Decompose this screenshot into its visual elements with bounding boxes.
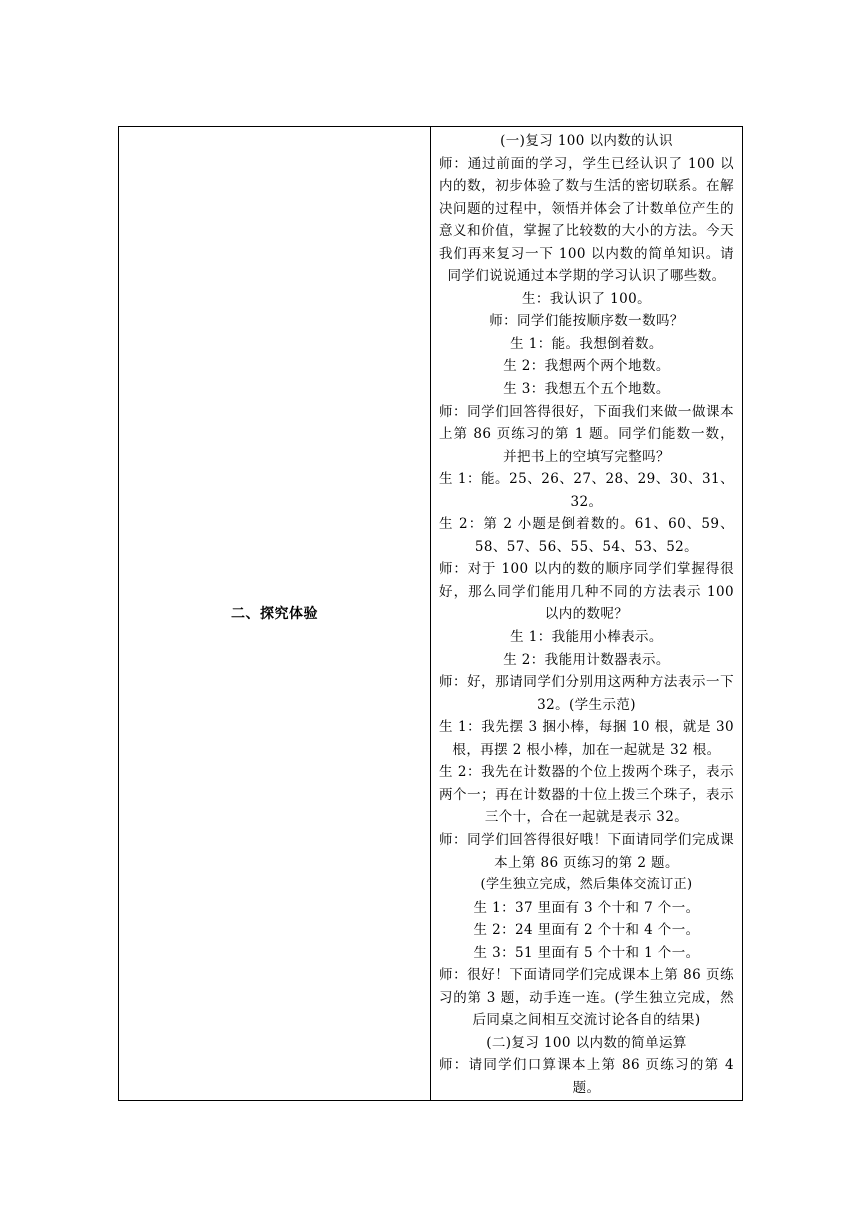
dialogue-line: 生：我认识了 100。 bbox=[522, 290, 651, 307]
dialogue-line: 生 1：能。我想倒着数。 bbox=[510, 335, 663, 352]
dialogue-line: 生 1：我能用小棒表示。 bbox=[510, 629, 663, 646]
subheading-review-numbers: (一)复习 100 以内数的认识 bbox=[500, 133, 673, 149]
dialogue-line: 师：同学们回答得很好，下面我们来做一做课本上第 86 页练习的第 1 题。同学们能数一数，并把书上的空填写完整吗？ bbox=[439, 403, 734, 465]
dialogue-line: 师：好，那请同学们分别用这两种方法表示一下 32。(学生示范) bbox=[439, 674, 734, 713]
dialogue-line: 师：很好！下面请同学们完成课本上第 86 页练习的第 3 题，动手连一连。(学生独立完成，然后同桌之间相互交流讨论各自的结果) bbox=[439, 967, 734, 1029]
dialogue-line: 生 2：我想两个两个地数。 bbox=[503, 358, 670, 375]
dialogue-line: 生 1：我先摆 3 捆小棒，每捆 10 根，就是 30 根，再摆 2 根小棒，加在一起就是 32 根。 bbox=[439, 719, 734, 758]
dialogue-line: 生 2：第 2 小题是倒着数的。61、60、59、58、57、56、55、54、53、52。 bbox=[439, 516, 734, 555]
table-row bbox=[119, 127, 743, 1101]
stage-note: (学生独立完成，然后集体交流订正) bbox=[480, 877, 693, 893]
section-label-cell bbox=[119, 127, 431, 1101]
section-label: 二、探究体验 bbox=[231, 606, 318, 623]
lesson-plan-table bbox=[118, 126, 743, 1101]
dialogue-line: 生 2：我能用计数器表示。 bbox=[503, 651, 670, 668]
dialogue-line: 生 3：51 里面有 5 个十和 1 个一。 bbox=[473, 944, 700, 961]
dialogue-line: 生 2：24 里面有 2 个十和 4 个一。 bbox=[473, 922, 700, 939]
dialogue-line: 师：请同学们口算课本上第 86 页练习的第 4 题。 bbox=[439, 1057, 734, 1096]
dialogue-line: 生 3：我想五个五个地数。 bbox=[503, 381, 670, 398]
dialogue-line: 生 2：我先在计数器的个位上拨两个珠子，表示两个一；再在计数器的十位上拨三个珠子，表示三个十，合在一起就是表示 32。 bbox=[439, 764, 734, 826]
dialogue-line: 师：对于 100 以内的数的顺序同学们掌握得很好，那么同学们能用几种不同的方法表示 100 以内的数呢？ bbox=[439, 561, 734, 623]
dialogue-line: 生 1：能。25、26、27、28、29、30、31、32。 bbox=[439, 471, 734, 510]
dialogue-line: 师：同学们回答得很好哦！下面请同学们完成课本上第 86 页练习的第 2 题。 bbox=[439, 831, 734, 871]
lesson-content bbox=[431, 127, 742, 1100]
dialogue-line: 生 1：37 里面有 3 个十和 7 个一。 bbox=[473, 899, 700, 916]
dialogue-line: 师：同学们能按顺序数一数吗？ bbox=[489, 313, 684, 330]
dialogue-line: 师：通过前面的学习，学生已经认识了 100 以内的数，初步体验了数与生活的密切联系。在解决问题的过程中，领悟并体会了计数单位产生的意义和价值，掌握了比较数的大小的方法。今天我们再来复习一下 100 以内数的简单知识。请同学们说说通过本学期的学习认识了哪些数。 bbox=[439, 155, 734, 285]
content-cell bbox=[431, 127, 743, 1101]
subheading-review-operations: (二)复习 100 以内数的简单运算 bbox=[486, 1034, 687, 1051]
